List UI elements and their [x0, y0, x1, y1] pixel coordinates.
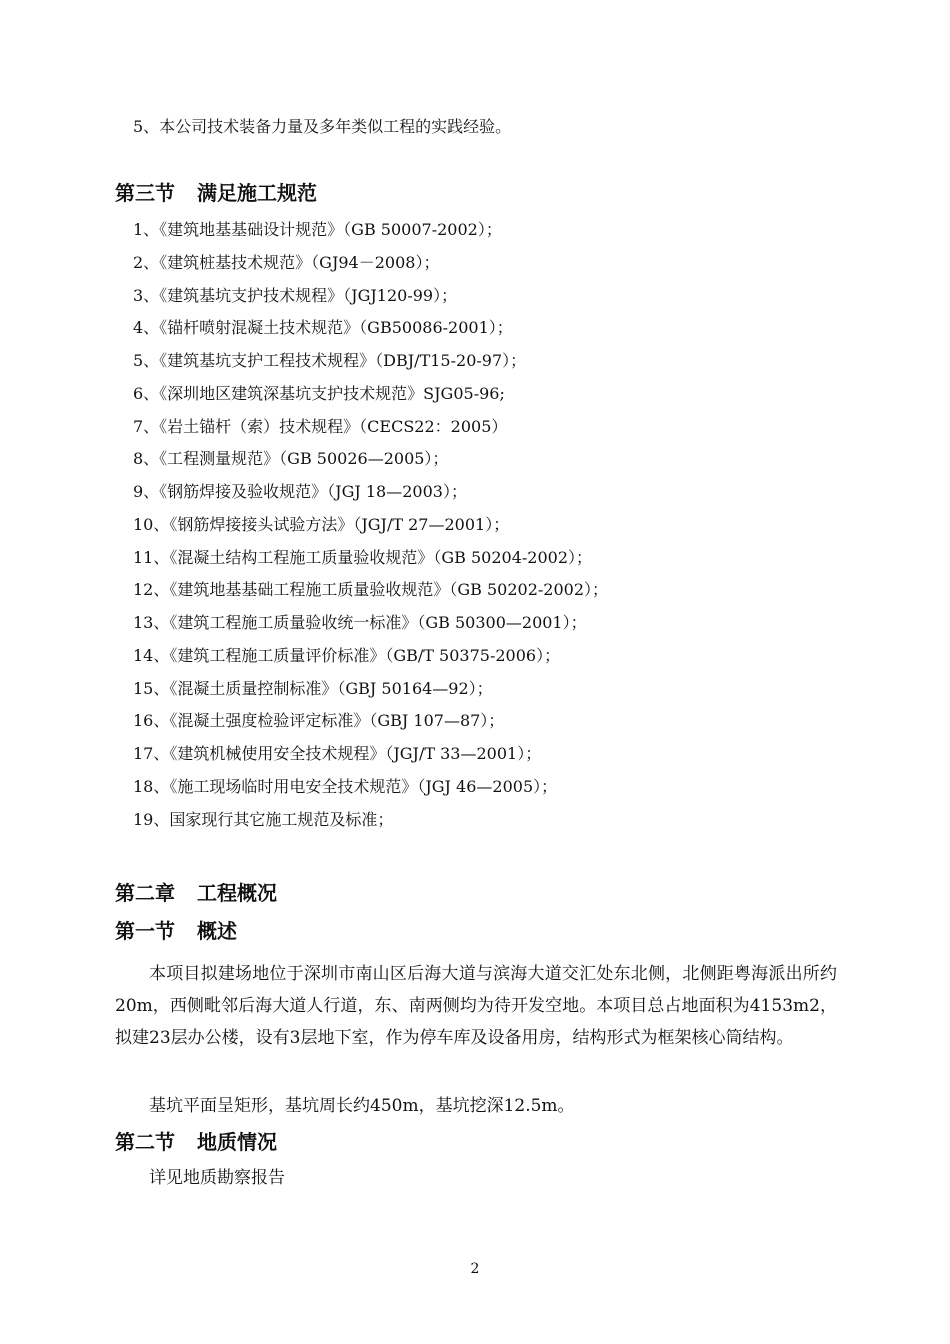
- chapter-heading: [115, 881, 277, 905]
- list-item: 3、《建筑基坑支护技术规程》（JGJ120-99）；: [133, 286, 458, 305]
- section-heading-overview: [115, 919, 237, 943]
- page-number: 2: [470, 1261, 480, 1277]
- list-item: 16、《混凝土强度检验评定标准》（GBJ 107—87）；: [133, 711, 505, 730]
- list-item: 10、《钢筋焊接接头试验方法》（JGJ/T 27—2001）；: [133, 515, 510, 534]
- list-item: 5、《建筑基坑支护工程技术规程》（DBJ/T15-20-97）；: [133, 351, 527, 370]
- overview-paragraph: 本项目拟建场地位于深圳市南山区后海大道与滨海大道交汇处东北侧，北侧距粤海派出所约20m，西侧毗邻后海大道人行道，东、南两侧均为待开发空地。本项目总占地面积为4153m2，拟建23层办公楼，设有3层地下室，作为停车库及设备用房，结构形式为框架核心筒结构。: [115, 964, 837, 1048]
- list-item: 1、《建筑地基基础设计规范》（GB 50007-2002）；: [133, 220, 502, 239]
- list-item: 15、《混凝土质量控制标准》（GBJ 50164—92）；: [133, 679, 493, 698]
- pit-paragraph: 基坑平面呈矩形，基坑周长约450m，基坑挖深12.5m。: [149, 1096, 575, 1116]
- chapter-title: 工程概况: [197, 881, 277, 905]
- list-item: 13、《建筑工程施工质量验收统一标准》（GB 50300—2001）；: [133, 613, 587, 632]
- intro-list-item: 5、本公司技术装备力量及多年类似工程的实践经验。: [133, 117, 512, 136]
- list-item: 2、《建筑桩基技术规范》（GJ94－2008）；: [133, 253, 440, 272]
- list-item: 7、《岩土锚杆（索）技术规程》（CECS22：2005）: [133, 417, 508, 436]
- section-title: 概述: [197, 919, 237, 943]
- section-number: 第三节: [115, 181, 175, 205]
- list-item: 19、国家现行其它施工规范及标准；: [133, 810, 394, 829]
- list-item: 4、《锚杆喷射混凝土技术规范》（GB50086-2001）；: [133, 318, 513, 337]
- geology-text: 详见地质勘察报告: [149, 1168, 285, 1188]
- section-heading-geology: [115, 1130, 277, 1154]
- section-heading-standards: [115, 181, 317, 205]
- list-item: 18、《施工现场临时用电安全技术规范》（JGJ 46—2005）；: [133, 777, 558, 796]
- list-item: 8、《工程测量规范》（GB 50026—2005）；: [133, 449, 449, 468]
- list-item: 9、《钢筋焊接及验收规范》（JGJ 18—2003）；: [133, 482, 467, 501]
- section-number: 第一节: [115, 919, 175, 943]
- section-number: 第二节: [115, 1130, 175, 1154]
- list-item: 17、《建筑机械使用安全技术规程》（JGJ/T 33—2001）；: [133, 744, 542, 763]
- list-item: 11、《混凝土结构工程施工质量验收规范》（GB 50204-2002）；: [133, 548, 593, 567]
- list-item: 6、《深圳地区建筑深基坑支护技术规范》SJG05-96;: [133, 384, 505, 403]
- section-title: 满足施工规范: [197, 181, 317, 205]
- chapter-number: 第二章: [115, 881, 175, 905]
- list-item: 12、《建筑地基基础工程施工质量验收规范》（GB 50202-2002）；: [133, 580, 609, 599]
- section-title: 地质情况: [197, 1130, 277, 1154]
- list-item: 14、《建筑工程施工质量评价标准》（GB/T 50375-2006）；: [133, 646, 561, 665]
